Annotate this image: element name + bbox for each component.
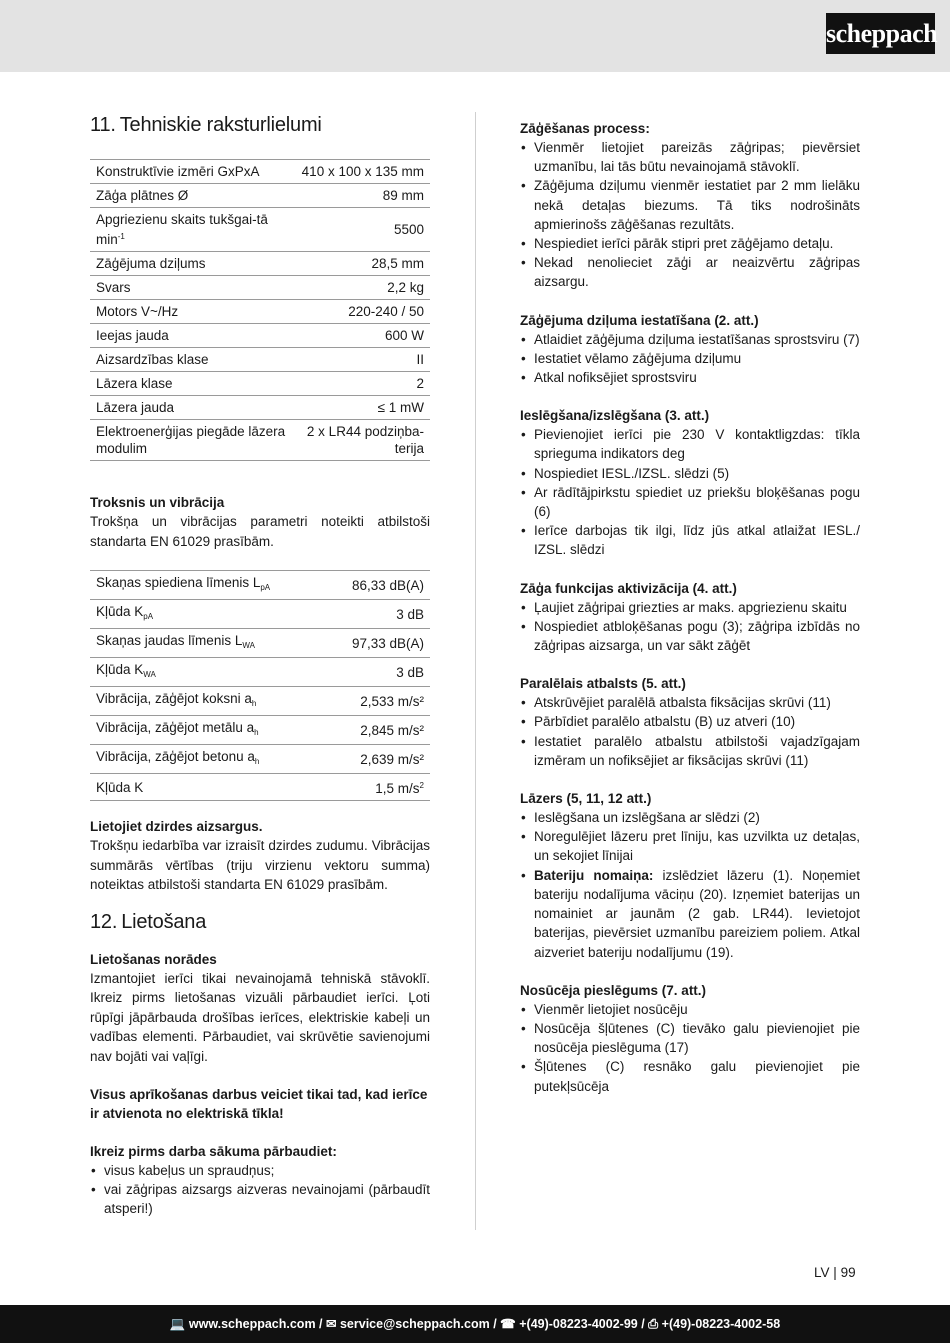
noise-value [324,600,430,629]
section-title-text: Lietošana [121,910,207,933]
noise-label-sub: pA [143,612,154,621]
list-item: • visus kabeļus un spraudņus; [90,1161,430,1180]
spec-label-text: Konstruktīvie izmēri GxPxA [96,164,260,179]
header-bar [0,0,950,72]
spec-value: 600 W [292,324,430,348]
list-item: • Nospiediet atbloķēšanas pogu (3); zāģripa izbīdās no zāģripas aizsarga, un var sākt zāģēt [520,617,860,655]
instruction-section [520,406,860,559]
spec-label [90,184,292,208]
table-row [90,396,430,420]
noise-value [324,745,430,774]
list-item: • Atlaidiet zāģējuma dziļuma iestatīšanas sprostsviru (7) [520,330,860,349]
list-item: • Pārbīdiet paralēlo atbalstu (B) uz atveri (10) [520,712,860,731]
footer-email[interactable]: service@scheppach.com / [339,1317,497,1331]
noise-value-text: 2,533 m/s² [360,693,424,709]
list-item: • Nespiediet ierīci pārāk stipri pret zāģējamo detaļu. [520,234,860,253]
instruction-heading: Zāģēšanas process: [520,121,650,136]
noise-value-text: 2,639 m/s² [360,751,424,767]
noise-label-text: Kļūda K [96,662,144,677]
table-row [90,658,430,687]
noise-label [90,716,324,745]
spec-value: 220-240 / 50 [292,300,430,324]
spec-label [90,300,292,324]
spec-label [90,420,292,461]
noise-label [90,600,324,629]
list-item: • Nekad nenolieciet zāģi ar neaizvērtu zāģripas aizsargu. [520,253,860,291]
noise-label-text: Skaņas jaudas līmenis L [96,633,243,648]
noise-label [90,629,324,658]
spec-value: II [292,348,430,372]
noise-label-sub: h [254,757,260,766]
spec-label-text: Ieejas jauda [96,328,169,343]
spec-label-text: Zāģējuma dziļums [96,256,206,271]
instruction-section [520,789,860,962]
noise-value [324,571,430,600]
instruction-list [520,1000,860,1096]
list-item: • Atkal nofiksējiet sprostsviru [520,368,860,387]
table-row [90,160,430,184]
usage-notes-text: Izmantojiet ierīci tikai nevainojamā tehniskā stāvoklī. Ikreiz pirms lietošanas vizuāli pārbaudiet ierīci. Ļoti rūpīgi jāpārbauda drošības ierīces, elektriskie kabeļi un vadības elementi. Pārbaudiet, vai skrūvētie savienojumi nav bojāti vai vaļīgi. [90,970,430,1064]
instruction-section [520,579,860,656]
page-language: LV [814,1265,830,1280]
table-row [90,420,430,461]
list-item [520,866,860,962]
warning-text: Visus aprīkošanas darbus veiciet tikai tad, kad ierīce ir atvienota no elektriskā tīkla! [90,1087,428,1121]
noise-value [324,687,430,716]
table-row [90,348,430,372]
noise-value [324,629,430,658]
spec-label-text: Apgriezienu skaits tukšgai-tā min [96,212,268,247]
table-row [90,276,430,300]
list-item: • Atskrūvējiet paralēlā atbalsta fiksācijas skrūvi (11) [520,693,860,712]
table-row [90,208,430,252]
spec-label [90,276,292,300]
spec-label [90,372,292,396]
noise-label-sub: h [254,728,259,737]
noise-value-text: 3 dB [396,664,424,680]
footer-website[interactable]: www.scheppach.com / [188,1317,323,1331]
ear-protection-heading: Lietojiet dzirdes aizsargus. [90,819,263,834]
list-item: • Ar rādītājpirkstu spiediet uz priekšu bloķēšanas pogu (6) [520,483,860,521]
noise-label [90,658,324,687]
instruction-heading: Paralēlais atbalsts (5. att.) [520,676,686,692]
right-column [520,119,860,1096]
table-row [90,716,430,745]
spec-value: 5500 [292,208,430,252]
list-item: • Vienmēr lietojiet pareizās zāģripas; pievērsiet uzmanību, lai tās būtu nevainojamā stāvoklī. [520,138,860,176]
noise-label-text: Kļūda K [96,779,144,795]
noise-value-text: 3 dB [396,606,424,622]
list-item: • Ierīce darbojas tik ilgi, līdz jūs atkal atlaižat IESL./ IZSL. slēdzi [520,521,860,559]
noise-value-text: 86,33 dB(A) [351,577,424,593]
noise-label [90,571,324,600]
list-item: • Iestatiet vēlamo zāģējuma dziļumu [520,349,860,368]
instruction-heading: Zāģējuma dziļuma iestatīšana (2. att.) [520,312,759,328]
noise-label-text: Skaņas spiediena līmenis L [96,575,261,590]
noise-value-text: 2,845 m/s² [360,722,424,738]
noise-heading: Troksnis un vibrācija [90,495,225,510]
list-item: • Ļaujiet zāģripai griezties ar maks. apgriezienu skaitu [520,598,860,617]
table-row [90,571,430,600]
technical-specs-table [90,159,430,461]
table-row [90,252,430,276]
spec-label-text: Lāzera jauda [96,400,175,415]
spec-value: 410 x 100 x 135 mm [292,160,430,184]
instruction-section [520,674,860,770]
spec-label-text: Motors V~/Hz [96,304,179,319]
noise-label [90,774,324,801]
footer-bar [0,1305,950,1343]
monitor-icon: 💻 [169,1317,186,1331]
instruction-heading: Lāzers (5, 11, 12 att.) [520,791,652,807]
instruction-section [520,119,860,292]
table-row [90,629,430,658]
section-number: 12. [90,910,118,933]
noise-value-text: 97,33 dB(A) [351,635,424,651]
page-separator: | [833,1265,837,1280]
spec-label [90,208,292,252]
instruction-section [520,981,860,1096]
usage-notes-heading: Lietošanas norādes [90,951,217,967]
noise-label-text: Vibrācija, zāģējot koksni a [96,691,252,706]
section-title-text: Tehniskie raksturlielumi [119,114,322,136]
instruction-section [520,311,860,388]
spec-label [90,348,292,372]
list-item: • vai zāģripas aizsargs aizveras nevainojami (pārbaudīt atsperi!) [90,1180,430,1218]
noise-label-sub: pA [260,583,271,592]
spec-value: 2 [292,372,430,396]
spec-label-sup: -1 [117,232,125,241]
list-item: • Nospiediet IESL./IZSL. slēdzi (5) [520,464,860,483]
spec-label-text: Lāzera klase [96,376,173,391]
section-11-title [90,114,430,137]
noise-label-sub: WA [242,641,255,650]
spec-value: ≤ 1 mW [292,396,430,420]
table-row [90,324,430,348]
spec-label-text: Svars [96,280,131,295]
noise-label-text: Vibrācija, zāģējot metālu a [96,720,255,735]
noise-label [90,687,324,716]
list-item: • Vienmēr lietojiet nosūcēju [520,1000,860,1019]
noise-label-text: Kļūda K [96,604,144,619]
table-row [90,774,430,801]
spec-value: 28,5 mm [292,252,430,276]
instruction-heading: Nosūcēja pieslēgums (7. att.) [520,982,707,998]
noise-table [90,570,430,801]
instruction-heading: Ieslēgšana/izslēgšana (3. att.) [520,408,710,424]
battery-text: izslēdziet lāzeru (1). Noņemiet bateriju nodalījuma vāciņu (20). Izņemiet baterijas un nomainiet ar jaunām (2 gab. LR44). Ievietojot baterijas, pievērsiet uzmanību pareiziem poliem. Atkal aizveriet bateriju nodalījumu (19). [534,867,860,960]
list-item: • Šļūtenes (C) resnāko galu pievienojiet pie putekļsūcēja [520,1057,860,1095]
spec-label-text: Aizsardzības klase [96,352,209,367]
list-item: • Iestatiet paralēlo atbalstu atbilstoši vajadzīgajam izmēram un nofiksējiet ar fiksācijas skrūvi (11) [520,732,860,770]
check-heading: Ikreiz pirms darba sākuma pārbaudiet: [90,1144,337,1159]
table-row [90,184,430,208]
noise-text: Trokšņa un vibrācijas parametri noteikti atbilstoši standarta EN 61029 prasībām. [90,514,430,549]
instruction-heading: Zāģa funkcijas aktivizācija (4. att.) [520,580,737,596]
noise-label-sub: h [251,699,257,708]
left-column [90,114,430,1219]
section-12-title [90,911,430,934]
list-item: • Nosūcēja šļūtenes (C) tievāko galu pievienojiet pie nosūcēja pieslēguma (17) [520,1019,860,1057]
spec-label [90,324,292,348]
noise-value [324,658,430,687]
list-item: • Ieslēgšana un izslēgšana ar slēdzi (2) [520,808,860,827]
table-row [90,600,430,629]
phone-icon: ☎ [500,1317,516,1331]
instruction-list [520,138,860,292]
mail-icon: ✉ [326,1317,337,1331]
noise-value [324,774,430,801]
page-number [814,1265,856,1280]
column-divider [475,112,476,1230]
noise-value-text: 1,5 m/s [375,781,420,796]
table-row [90,372,430,396]
instruction-list [520,693,860,770]
list-item: • Pievienojiet ierīci pie 230 V kontaktligzdas: tīkla sprieguma indikators deg [520,425,860,463]
spec-value: 89 mm [292,184,430,208]
spec-label-text: Zāģa plātnes Ø [96,188,189,203]
section-number: 11. [90,114,116,136]
table-row [90,745,430,774]
fax-icon: ⎙ [648,1317,659,1331]
spec-label [90,396,292,420]
page-number-value: 99 [840,1265,856,1280]
spec-label [90,160,292,184]
spec-value: 2,2 kg [292,276,430,300]
spec-value: 2 x LR44 podziņba-terija [292,420,430,461]
check-list [90,1161,430,1219]
spec-label-text: Elektroenerģijas piegāde lāzera modulim [96,424,286,456]
table-row [90,687,430,716]
noise-value [324,716,430,745]
ear-protection-text: Trokšņu iedarbība var izraisīt dzirdes zudumu. Vibrācijas summārās vērtības (triju virzienu vektoru summa) noteiktas atbilstoši standarta EN 61029 prasībām. [90,838,430,892]
brand-logo: scheppach [826,13,935,54]
footer-phone: +(49)-08223-4002-99 / [519,1317,645,1331]
instruction-list [520,598,860,656]
instruction-list [520,425,860,559]
list-item: • Zāģējuma dziļumu vienmēr iestatiet par 2 mm lielāku nekā detaļas biezums. Tā tiks nodrošināts apmierinošs zāģēšanas rezultāts. [520,176,860,234]
list-item: • Noregulējiet lāzeru pret līniju, kas uzvilkta uz detaļas, un sekojiet līnijai [520,827,860,865]
spec-label [90,252,292,276]
instruction-list [520,330,860,388]
noise-value-sup: 2 [419,781,424,790]
battery-label: Bateriju nomaiņa: [534,867,654,883]
footer-fax: +(49)-08223-4002-58 [661,1317,781,1331]
noise-label [90,745,324,774]
instruction-list [520,808,860,962]
table-row [90,300,430,324]
noise-label-sub: WA [143,670,156,679]
noise-label-text: Vibrācija, zāģējot betonu a [96,749,255,764]
